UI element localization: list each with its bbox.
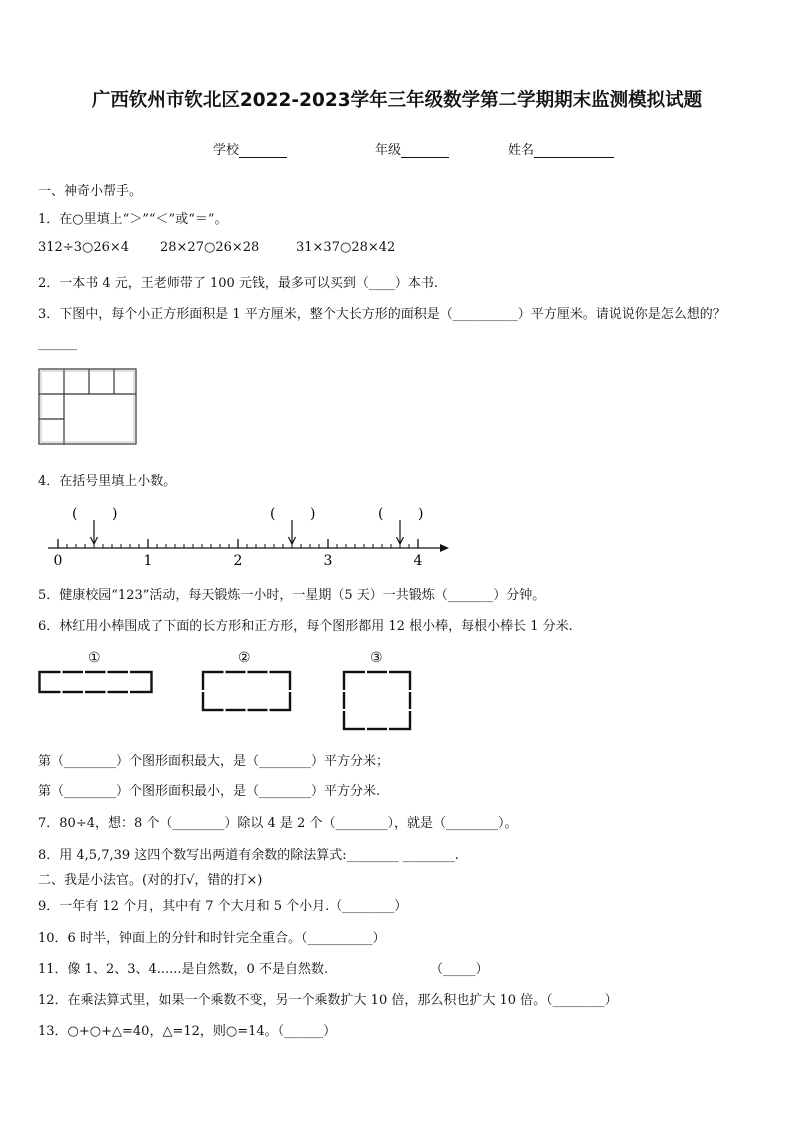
page-title: 广西钦州市钦北区2022-2023学年三年级数学第二学期期末监测模拟试题 xyxy=(91,90,703,111)
question-1c: 31×37○28×42 xyxy=(296,240,396,255)
number-line xyxy=(40,500,460,570)
tick-label-2: 2 xyxy=(233,553,243,569)
name-blank[interactable] xyxy=(534,143,614,158)
stick-figure-3 xyxy=(342,670,412,732)
question-4: 4．在括号里填上小数。 xyxy=(38,474,177,489)
stick-figure-1 xyxy=(38,670,154,696)
question-1: 1．在○里填上“＞”“＜”或“＝”。 xyxy=(38,212,228,227)
question-3: 3．下图中，每个小正方形面积是 1 平方厘米，整个大长方形的面积是（__________）平方厘米。请说说你是怎么想的？ xyxy=(38,307,726,322)
name-label: 姓名 xyxy=(508,143,535,158)
paren-open-3: ( xyxy=(378,506,384,522)
section-2-heading: 二、我是小法官。(对的打√，错的打×) xyxy=(38,873,263,888)
grid-figure xyxy=(38,368,138,448)
tick-label-1: 1 xyxy=(143,553,153,569)
question-8: 8．用 4,5,7,39 这四个数写出两道有余数的除法算式:________ ________. xyxy=(38,848,459,863)
question-6: 6．林红用小棒围成了下面的长方形和正方形，每个图形都用 12 根小棒，每根小棒长 1 分米. xyxy=(38,619,573,634)
tick-label-0: 0 xyxy=(53,553,63,569)
stick-figure-2 xyxy=(201,670,293,714)
figure-1-label: ① xyxy=(88,650,101,666)
figure-2-label: ② xyxy=(238,650,251,666)
paren-close-3: ) xyxy=(418,506,424,522)
school-field xyxy=(213,139,287,158)
question-9: 9．一年有 12 个月，其中有 7 个大月和 5 个小月.（________） xyxy=(38,899,408,914)
number-line-arrowhead xyxy=(440,544,449,552)
question-12: 12．在乘法算式里，如果一个乘数不变，另一个乘数扩大 10 倍，那么积也扩大 10 倍。（________） xyxy=(38,993,618,1008)
figure-3-label: ③ xyxy=(370,650,383,666)
question-3-answer-line[interactable]: ______ xyxy=(38,336,77,351)
question-5: 5．健康校园“123”活动，每天锻炼一小时，一星期（5 天）一共锻炼（_______）分钟。 xyxy=(38,588,546,603)
question-6b: 第（________）个图形面积最小，是（________）平方分米. xyxy=(38,784,381,799)
question-6a: 第（________）个图形面积最大，是（________）平方分米； xyxy=(38,754,390,769)
grade-field xyxy=(375,139,449,158)
paren-open-2: ( xyxy=(270,506,276,522)
name-field xyxy=(508,139,614,158)
tick-label-4: 4 xyxy=(413,553,423,569)
school-label: 学校 xyxy=(213,143,240,158)
question-10: 10．6 时半，钟面上的分针和时针完全重合。（__________） xyxy=(38,931,386,946)
paren-open-1: ( xyxy=(72,506,78,522)
grid-outer-rect xyxy=(39,369,136,444)
question-2: 2．一本书 4 元，王老师带了 100 元钱，最多可以买到（____）本书. xyxy=(38,276,439,291)
question-1a: 312÷3○26×4 xyxy=(38,240,130,255)
question-1b: 28×27○26×28 xyxy=(160,240,260,255)
section-1-heading: 一、神奇小帮手。 xyxy=(38,184,143,199)
question-11: 11．像 1、2、3、4......是自然数，0 不是自然数. xyxy=(38,962,329,977)
question-7: 7．80÷4，想：8 个（________）除以 4 是 2 个（________），就是（________）。 xyxy=(38,816,518,831)
grade-blank[interactable] xyxy=(401,143,449,158)
grade-label: 年级 xyxy=(375,143,402,158)
school-blank[interactable] xyxy=(239,143,287,158)
question-13: 13．○+○+△=40，△=12，则○=14。（______） xyxy=(38,1024,337,1039)
paren-close-2: ) xyxy=(310,506,316,522)
tick-label-3: 3 xyxy=(323,553,333,569)
question-11-answer[interactable]: （_____） xyxy=(430,962,489,977)
paren-close-1: ) xyxy=(112,506,118,522)
